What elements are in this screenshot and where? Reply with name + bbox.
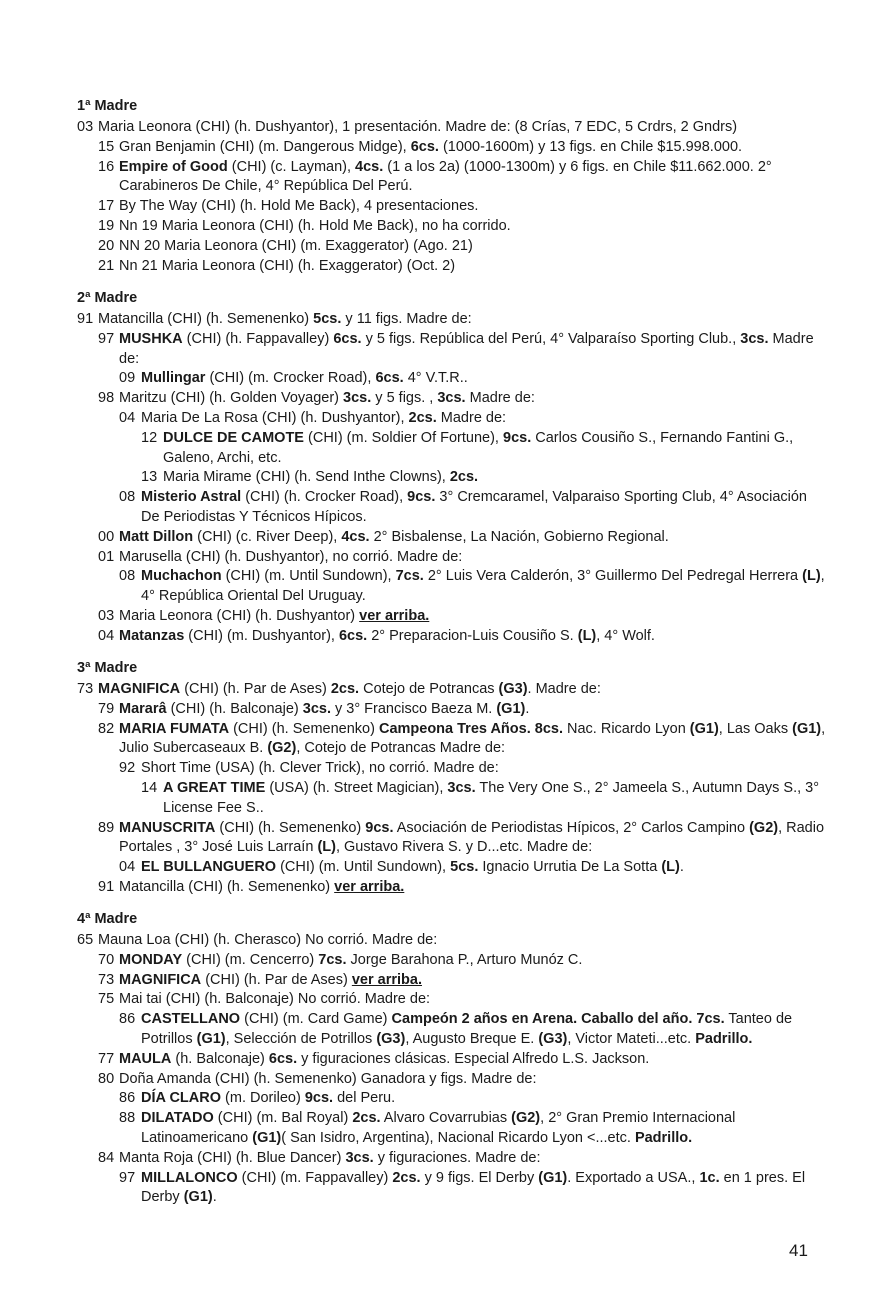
emphasis-text: 6cs. — [268, 1050, 298, 1067]
plain-text: (CHI) (m. Until Sundown), — [276, 859, 451, 876]
plain-text: . — [679, 859, 684, 876]
plain-text: (CHI) (m. Card Game) — [240, 1011, 392, 1028]
emphasis-text: 9cs. — [365, 819, 394, 836]
pedigree-entry — [77, 138, 827, 158]
plain-text: (CHI) (c. River Deep), — [193, 528, 342, 545]
plain-text: 4° V.T.R.. — [403, 370, 468, 387]
emphasis-text: 3cs. — [302, 700, 331, 717]
pedigree-section-4 — [77, 909, 827, 1208]
emphasis-text: (G1) — [252, 1129, 282, 1146]
plain-text: The Very One S., 2° Jameela S., Autumn Days S., 3° License Fee S.. — [163, 779, 820, 816]
entry-year: 77 — [98, 1050, 115, 1067]
emphasis-text: 6cs. — [410, 138, 439, 155]
plain-text: Marusella (CHI) (h. Dushyantor), no corrió. Madre de: — [119, 548, 463, 565]
pedigree-section-1 — [77, 96, 827, 276]
emphasis-text: (G3) — [538, 1030, 568, 1047]
emphasis-text: 3cs. — [740, 330, 769, 347]
plain-text: Madre de: — [119, 330, 814, 367]
plain-text: ( San Isidro, Argentina), Nacional Ricardo Lyon <...etc. — [281, 1129, 635, 1146]
emphasis-text: A GREAT TIME — [163, 779, 266, 796]
entry-year: 08 — [119, 489, 136, 506]
emphasis-text: DÍA CLARO — [141, 1090, 222, 1107]
pedigree-entry — [77, 237, 827, 257]
plain-text: del Peru. — [333, 1090, 396, 1107]
emphasis-text: Mararâ — [119, 700, 167, 717]
plain-text: , 2° Gran Premio Internacional Latinoamericano — [141, 1110, 736, 1146]
pedigree-entry — [77, 369, 827, 389]
page-number: 41 — [789, 1241, 808, 1260]
plain-text: , 4° Wolf. — [596, 627, 655, 644]
pedigree-entry — [77, 548, 827, 568]
pedigree-entry — [77, 720, 827, 760]
plain-text: (CHI) (h. Par de Ases) — [180, 681, 331, 697]
entry-year: 86 — [119, 1090, 136, 1107]
entry-text — [141, 1109, 827, 1149]
emphasis-text: Campeón 2 años en Arena. Caballo del año. 7cs. — [391, 1011, 725, 1028]
plain-text: , 4° República Oriental Del Uruguay. — [141, 568, 825, 605]
entry-year: 86 — [119, 1011, 136, 1028]
emphasis-text: Matanzas — [119, 627, 185, 644]
plain-text: , Radio Portales , 3° José Luis Larraín — [119, 819, 825, 856]
emphasis-text: 7cs. — [395, 568, 424, 585]
emphasis-text: (G2) — [749, 819, 779, 836]
pedigree-entry — [77, 409, 827, 429]
emphasis-text: 4cs. — [355, 158, 384, 175]
plain-text: 2° Preparacion-Luis Cousiño S. — [367, 627, 578, 644]
entry-text — [163, 779, 827, 819]
pedigree-entry — [77, 118, 827, 138]
pedigree-entry — [77, 1050, 827, 1070]
plain-text: Mauna Loa (CHI) (h. Cherasco) No corrió. Madre de: — [98, 932, 438, 948]
emphasis-text: 2cs. — [449, 469, 479, 486]
entry-year: 80 — [98, 1070, 115, 1087]
plain-text: (CHI) (h. Crocker Road), — [241, 489, 408, 506]
entry-text — [119, 700, 827, 720]
entry-text — [119, 257, 827, 277]
plain-text: Mai tai (CHI) (h. Balconaje) No corrió. Madre de: — [119, 991, 431, 1008]
emphasis-text: MILLALONCO — [141, 1169, 238, 1186]
entry-year: 21 — [98, 257, 115, 274]
emphasis-text: 4cs. — [341, 528, 370, 545]
emphasis-text: 2cs. — [330, 681, 360, 697]
entry-year: 91 — [98, 878, 115, 895]
plain-text: 3° Cremcaramel, Valparaiso Sporting Club, 4° Asociación De Periodistas Y Técnicos Hípicos. — [141, 489, 807, 525]
entry-text — [141, 369, 827, 389]
pedigree-entry — [77, 1109, 827, 1149]
entry-year: 91 — [77, 311, 94, 327]
entry-year: 82 — [98, 720, 115, 737]
emphasis-text: CASTELLANO — [141, 1011, 241, 1028]
cross-reference-link[interactable]: ver arriba. — [351, 971, 422, 988]
entry-text — [141, 409, 827, 429]
entry-year: 12 — [141, 429, 158, 446]
entry-text — [141, 488, 827, 528]
emphasis-text: (G3) — [498, 681, 528, 697]
plain-text: Cotejo de Potrancas — [359, 681, 499, 697]
pedigree-entry — [77, 1149, 827, 1169]
entry-year: 08 — [119, 568, 136, 585]
plain-text: Alvaro Covarrubias — [380, 1110, 512, 1127]
plain-text: (USA) (h. Street Magician), — [265, 779, 448, 796]
emphasis-text: 3cs. — [447, 779, 476, 796]
emphasis-text: 6cs. — [375, 370, 404, 387]
plain-text: (CHI) (h. Par de Ases) — [201, 971, 352, 988]
entry-year: 00 — [98, 528, 115, 545]
plain-text: 2° Bisbalense, La Nación, Gobierno Regional. — [369, 528, 669, 545]
plain-text: , Augusto Breque E. — [405, 1030, 539, 1047]
plain-text: (h. Balconaje) — [171, 1050, 269, 1067]
entry-text — [119, 878, 827, 898]
cross-reference-link[interactable]: ver arriba. — [359, 607, 430, 624]
entry-year: 98 — [98, 390, 115, 407]
pedigree-entry — [77, 1169, 827, 1209]
plain-text: Maria Leonora (CHI) (h. Dushyantor) — [119, 607, 360, 624]
plain-text: Nn 19 Maria Leonora (CHI) (h. Hold Me Back), no ha corrido. — [119, 217, 511, 234]
entry-text — [141, 858, 827, 878]
emphasis-text: 3cs. — [437, 390, 466, 407]
pedigree-entry — [77, 990, 827, 1010]
entry-text — [163, 468, 827, 488]
entry-year: 04 — [119, 409, 136, 426]
emphasis-text: 6cs. — [333, 330, 362, 347]
plain-text: Nn 21 Maria Leonora (CHI) (h. Exaggerator) (Oct. 2) — [119, 257, 456, 274]
plain-text: Maria Mirame (CHI) (h. Send Inthe Clowns), — [163, 469, 450, 486]
pedigree-entry — [77, 528, 827, 548]
emphasis-text: 3cs. — [343, 390, 372, 407]
pedigree-entry — [77, 819, 827, 859]
plain-text: Ignacio Urrutia De La Sotta — [478, 859, 662, 876]
plain-text: (CHI) (h. Balconaje) — [166, 700, 303, 717]
emphasis-text: (L) — [661, 859, 680, 876]
entry-text — [98, 680, 827, 700]
emphasis-text: MONDAY — [119, 951, 183, 968]
pedigree-section-2 — [77, 288, 827, 647]
plain-text: Nac. Ricardo Lyon — [562, 720, 690, 737]
emphasis-text: Matt Dillon — [119, 528, 194, 545]
section-heading: 3ª Madre — [77, 660, 138, 676]
pedigree-entry — [77, 468, 827, 488]
plain-text: (m. Dorileo) — [221, 1090, 305, 1107]
pedigree-entry — [77, 971, 827, 991]
pedigree-entry — [77, 567, 827, 607]
emphasis-text: (G2) — [267, 740, 297, 757]
plain-text: , Victor Mateti...etc. — [567, 1030, 696, 1047]
emphasis-text: (G1) — [196, 1030, 226, 1047]
plain-text: . Exportado a USA., — [567, 1169, 700, 1186]
plain-text: Matancilla (CHI) (h. Semenenko) — [119, 878, 335, 895]
plain-text: (CHI) (m. Crocker Road), — [205, 370, 376, 387]
plain-text: Carlos Cousiño S., Fernando Fantini G., Galeno, Archi, etc. — [163, 429, 794, 466]
section-heading: 2ª Madre — [77, 290, 138, 306]
entry-text — [141, 567, 827, 607]
pedigree-section-3 — [77, 658, 827, 898]
emphasis-text: Campeona Tres Años. 8cs. — [378, 720, 563, 737]
plain-text: NN 20 Maria Leonora (CHI) (m. Exaggerator) (Ago. 21) — [119, 237, 473, 254]
entry-text — [119, 1050, 827, 1070]
emphasis-text: 7cs. — [318, 951, 347, 968]
emphasis-text: 1c. — [699, 1169, 720, 1186]
plain-text: Asociación de Periodistas Hípicos, 2° Carlos Campino — [393, 819, 750, 836]
entry-text — [119, 217, 827, 237]
pedigree-entry — [77, 607, 827, 627]
pedigree-entry — [77, 197, 827, 217]
emphasis-text: MAGNIFICA — [119, 971, 202, 988]
entry-text — [119, 389, 827, 409]
pedigree-entry — [77, 429, 827, 469]
entry-year: 16 — [98, 158, 115, 175]
section-heading: 1ª Madre — [77, 98, 138, 114]
emphasis-text: EL BULLANGUERO — [141, 859, 277, 876]
plain-text: , Selección de Potrillos — [225, 1030, 377, 1047]
entry-text — [141, 1169, 827, 1209]
entry-year: 70 — [98, 951, 115, 968]
plain-text: Doña Amanda (CHI) (h. Semenenko) Ganadora y figs. Madre de: — [119, 1070, 537, 1087]
entry-year: 73 — [98, 971, 115, 988]
pedigree-entry — [77, 779, 827, 819]
emphasis-text: MUSHKA — [119, 330, 183, 347]
entry-year: 84 — [98, 1149, 115, 1166]
entry-year: 97 — [98, 330, 115, 347]
emphasis-text: (L) — [802, 568, 821, 585]
plain-text: By The Way (CHI) (h. Hold Me Back), 4 presentaciones. — [119, 198, 479, 215]
entry-text — [119, 819, 827, 859]
entry-year: 15 — [98, 138, 115, 155]
emphasis-text: (G1) — [496, 700, 526, 717]
plain-text: , Julio Subercaseaux B. — [119, 720, 826, 757]
entry-year: 14 — [141, 779, 158, 796]
pedigree-entry — [77, 488, 827, 528]
plain-text: , Las Oaks — [718, 720, 793, 737]
entry-text — [119, 548, 827, 568]
plain-text: Madre de: — [465, 390, 535, 407]
plain-text: Matancilla (CHI) (h. Semenenko) — [98, 311, 314, 327]
entry-year: 73 — [77, 681, 94, 697]
entry-year: 04 — [119, 859, 136, 876]
plain-text: (CHI) (m. Until Sundown), — [221, 568, 396, 585]
plain-text: Tanteo de Potrillos — [141, 1011, 793, 1047]
pedigree-entry — [77, 858, 827, 878]
emphasis-text: 6cs. — [338, 627, 368, 644]
entry-year: 17 — [98, 198, 115, 215]
emphasis-text: 5cs. — [313, 311, 342, 327]
plain-text: . — [525, 700, 530, 717]
plain-text: (CHI) (c. Layman), — [227, 158, 356, 175]
entry-text — [119, 138, 827, 158]
emphasis-text: (G3) — [376, 1030, 406, 1047]
plain-text: , Cotejo de Potrancas Madre de: — [296, 740, 506, 757]
plain-text: Maria De La Rosa (CHI) (h. Dushyantor), — [141, 409, 409, 426]
emphasis-text: Muchachon — [141, 568, 222, 585]
emphasis-text: DULCE DE CAMOTE — [163, 429, 304, 446]
entry-year: 04 — [98, 627, 115, 644]
entry-text — [119, 528, 827, 548]
plain-text: Short Time (USA) (h. Clever Trick), no corrió. Madre de: — [141, 760, 499, 777]
plain-text: (CHI) (m. Bal Royal) — [213, 1110, 353, 1127]
emphasis-text: 3cs. — [345, 1149, 374, 1166]
emphasis-text: Mullingar — [141, 370, 206, 387]
pedigree-entry — [77, 627, 827, 647]
plain-text: y 9 figs. El Derby — [420, 1169, 539, 1186]
pedigree-entry — [77, 257, 827, 277]
plain-text: Maritzu (CHI) (h. Golden Voyager) — [119, 390, 344, 407]
plain-text: Maria Leonora (CHI) (h. Dushyantor), 1 presentación. Madre de: (8 Crías, 7 EDC, 5 Crdrs, 2 Gndrs) — [98, 119, 738, 135]
entry-text — [119, 971, 827, 991]
plain-text: (1 a los 2a) (1000-1300m) y 6 figs. en Chile $11.662.000. 2° Carabineros De Chile, 4° República Del Perú. — [119, 158, 772, 195]
pedigree-entry — [77, 330, 827, 370]
plain-text: 2° Luis Vera Calderón, 3° Guillermo Del Pedregal Herrera — [423, 568, 803, 585]
emphasis-text: Padrillo. — [695, 1030, 753, 1047]
entry-year: 92 — [119, 760, 136, 777]
entry-year: 09 — [119, 370, 136, 387]
emphasis-text: Misterio Astral — [141, 489, 242, 506]
entry-text — [119, 627, 827, 647]
plain-text: y figuraciones clásicas. Especial Alfredo L.S. Jackson. — [297, 1050, 650, 1067]
entry-year: 75 — [98, 991, 115, 1008]
plain-text: . Madre de: — [527, 681, 601, 697]
entry-text — [119, 197, 827, 217]
plain-text: (CHI) (m. Dushyantor), — [184, 627, 339, 644]
entry-year: 89 — [98, 819, 115, 836]
emphasis-text: 5cs. — [450, 859, 479, 876]
entry-text — [141, 759, 827, 779]
plain-text: . — [212, 1189, 217, 1206]
plain-text: y 5 figs. República del Perú, 4° Valparaíso Sporting Club., — [361, 330, 741, 347]
entry-year: 65 — [77, 932, 94, 948]
plain-text: y 11 figs. Madre de: — [341, 311, 472, 327]
entry-year: 01 — [98, 548, 115, 565]
plain-text: (CHI) (h. Semenenko) — [229, 720, 379, 737]
plain-text: Madre de: — [436, 409, 507, 426]
plain-text: Manta Roja (CHI) (h. Blue Dancer) — [119, 1149, 346, 1166]
entry-year: 79 — [98, 700, 115, 717]
emphasis-text: MAULA — [119, 1050, 172, 1067]
entry-text — [119, 1149, 827, 1169]
entry-text — [119, 158, 827, 198]
pedigree-entry — [77, 158, 827, 198]
entry-text — [119, 237, 827, 257]
entry-text — [141, 1089, 827, 1109]
pedigree-entry — [77, 1089, 827, 1109]
cross-reference-link[interactable]: ver arriba. — [334, 878, 405, 895]
entry-text — [98, 931, 827, 951]
section-heading: 4ª Madre — [77, 911, 138, 927]
emphasis-text: (G2) — [511, 1110, 541, 1127]
entry-year: 03 — [77, 119, 94, 135]
entry-text — [119, 1070, 827, 1090]
pedigree-entry — [77, 680, 827, 700]
emphasis-text: DILATADO — [141, 1110, 214, 1127]
emphasis-text: Padrillo. — [634, 1129, 693, 1146]
emphasis-text: (G1) — [792, 720, 822, 737]
emphasis-text: (L) — [317, 839, 336, 856]
entry-text — [119, 607, 827, 627]
emphasis-text: (G1) — [183, 1189, 213, 1206]
entry-year: 97 — [119, 1169, 136, 1186]
pedigree-entry — [77, 759, 827, 779]
entry-text — [119, 330, 827, 370]
pedigree-entry — [77, 878, 827, 898]
emphasis-text: 2cs. — [352, 1110, 381, 1127]
plain-text: , Gustavo Rivera S. y D...etc. Madre de: — [335, 839, 593, 856]
entry-year: 19 — [98, 217, 115, 234]
emphasis-text: (L) — [577, 627, 597, 644]
plain-text: y 5 figs. , — [371, 390, 438, 407]
pedigree-entry — [77, 1070, 827, 1090]
entry-text — [119, 990, 827, 1010]
emphasis-text: Empire of Good — [119, 158, 228, 175]
plain-text: Jorge Barahona P., Arturo Munóz C. — [346, 951, 583, 968]
pedigree-entry — [77, 389, 827, 409]
pedigree-entry — [77, 931, 827, 951]
emphasis-text: MANUSCRITA — [119, 819, 216, 836]
entry-text — [119, 720, 827, 760]
emphasis-text: 9cs. — [503, 429, 532, 446]
pedigree-entry — [77, 700, 827, 720]
emphasis-text: MARIA FUMATA — [119, 720, 230, 737]
entry-text — [98, 118, 827, 138]
emphasis-text: (G1) — [689, 720, 719, 737]
plain-text: Gran Benjamin (CHI) (m. Dangerous Midge), — [119, 138, 411, 155]
pedigree-entry — [77, 951, 827, 971]
plain-text: y figuraciones. Madre de: — [373, 1149, 541, 1166]
emphasis-text: 2cs. — [408, 409, 437, 426]
plain-text: (CHI) (m. Soldier Of Fortune), — [303, 429, 503, 446]
plain-text: y 3° Francisco Baeza M. — [330, 700, 497, 717]
emphasis-text: 9cs. — [304, 1090, 334, 1107]
pedigree-entry — [77, 217, 827, 237]
plain-text: (CHI) (m. Cencerro) — [182, 951, 319, 968]
entry-text — [141, 1010, 827, 1050]
emphasis-text: (G1) — [538, 1169, 568, 1186]
entry-year: 88 — [119, 1110, 136, 1127]
plain-text: (CHI) (h. Fappavalley) — [182, 330, 334, 347]
entry-year: 20 — [98, 237, 115, 254]
plain-text: (CHI) (m. Fappavalley) — [237, 1169, 393, 1186]
pedigree-entry — [77, 1010, 827, 1050]
pedigree-entry — [77, 310, 827, 330]
entry-year: 13 — [141, 469, 158, 486]
plain-text: en 1 pres. El Derby — [141, 1169, 806, 1206]
entry-text — [119, 951, 827, 971]
entry-text — [163, 429, 827, 469]
emphasis-text: 9cs. — [407, 489, 436, 506]
emphasis-text: MAGNIFICA — [98, 681, 181, 697]
plain-text: (1000-1600m) y 13 figs. en Chile $15.998.000. — [438, 138, 743, 155]
entry-year: 03 — [98, 607, 115, 624]
plain-text: (CHI) (h. Semenenko) — [215, 819, 366, 836]
emphasis-text: 2cs. — [392, 1169, 421, 1186]
entry-text — [98, 310, 827, 330]
